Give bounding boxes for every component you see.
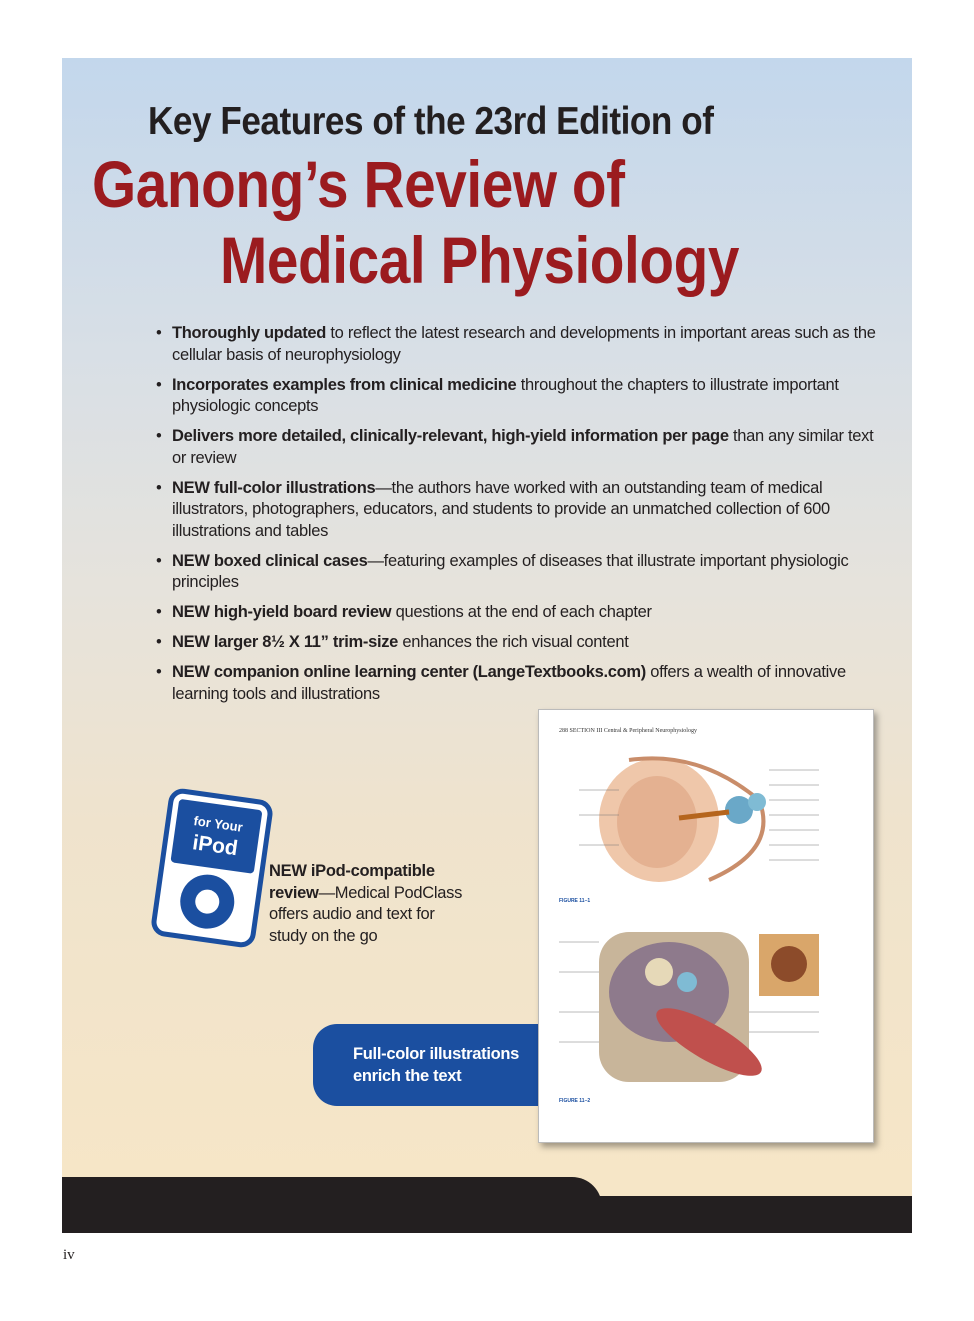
feature-text: to reflect the latest research and developments in important areas such as the cellular basis of neurophysiology: [172, 324, 876, 364]
ear-illustration: [559, 740, 853, 890]
feature-item: [156, 478, 876, 543]
callout-text: [353, 1043, 553, 1087]
feature-item: [156, 602, 876, 624]
page-number: iv: [63, 1247, 75, 1263]
feature-item: [156, 632, 876, 654]
feature-bold: NEW boxed clinical cases: [172, 551, 368, 570]
feature-text: —featuring examples of diseases that illustrate important physiologic principles: [172, 551, 849, 591]
figure2-caption: FIGURE 11–2: [559, 1098, 591, 1104]
feature-text: than any similar text or review: [172, 427, 874, 467]
feature-text: questions at the end of each chapter: [391, 603, 652, 621]
feature-text: enhances the rich visual content: [398, 633, 629, 651]
ipod-text-bold: NEW iPod-compatible review: [269, 862, 435, 902]
feature-item: [156, 662, 876, 705]
heading-line1: Key Features of the 23rd Edition of: [148, 100, 714, 143]
feature-bold: NEW companion online learning center (LangeTextbooks.com): [172, 663, 646, 681]
footer-bar: [62, 1196, 912, 1233]
thumbnail-header: 288 SECTION III Central & Peripheral Neurophysiology: [559, 728, 697, 734]
feature-item: [156, 426, 876, 469]
feature-item: [156, 375, 876, 418]
feature-bold: NEW full-color illustrations: [172, 478, 376, 497]
feature-bold: Thoroughly updated: [172, 324, 327, 342]
feature-bold: NEW high-yield board review: [172, 603, 392, 621]
middle-ear-illustration: [559, 922, 853, 1090]
ipod-description: [269, 861, 469, 947]
title-line2: Medical Physiology: [220, 223, 740, 297]
callout-line1: Full-color illustrations: [353, 1045, 520, 1063]
feature-text: throughout the chapters to illustrate important physiologic concepts: [172, 375, 839, 415]
feature-text: offers a wealth of innovative learning tools and illustrations: [172, 663, 846, 703]
feature-bold: NEW larger 8½ X 11” trim-size: [172, 633, 399, 651]
feature-item: [156, 323, 876, 366]
ipod-badge-line1: for Your: [192, 813, 244, 835]
feature-bold: Incorporates examples from clinical medicine: [172, 375, 517, 394]
feature-item: [156, 551, 876, 594]
ipod-text-rest: —Medical PodClass offers audio and text for study on the go: [269, 883, 463, 945]
page-thumbnail: [538, 709, 874, 1143]
feature-bold: Delivers more detailed, clinically-relevant, high-yield information per page: [172, 427, 729, 445]
ipod-badge-line2: iPod: [191, 831, 240, 861]
title-line1: Ganong’s Review of: [92, 147, 625, 221]
callout-line2: enrich the text: [353, 1067, 462, 1085]
figure1-caption: FIGURE 11–1: [559, 898, 591, 904]
feature-list: [156, 323, 876, 714]
feature-text: —the authors have worked with an outstanding team of medical illustrators, photographers, educators, and students to provide an unmatched collection of 600 illustrations and tables: [172, 478, 830, 540]
ipod-icon: [150, 788, 274, 948]
